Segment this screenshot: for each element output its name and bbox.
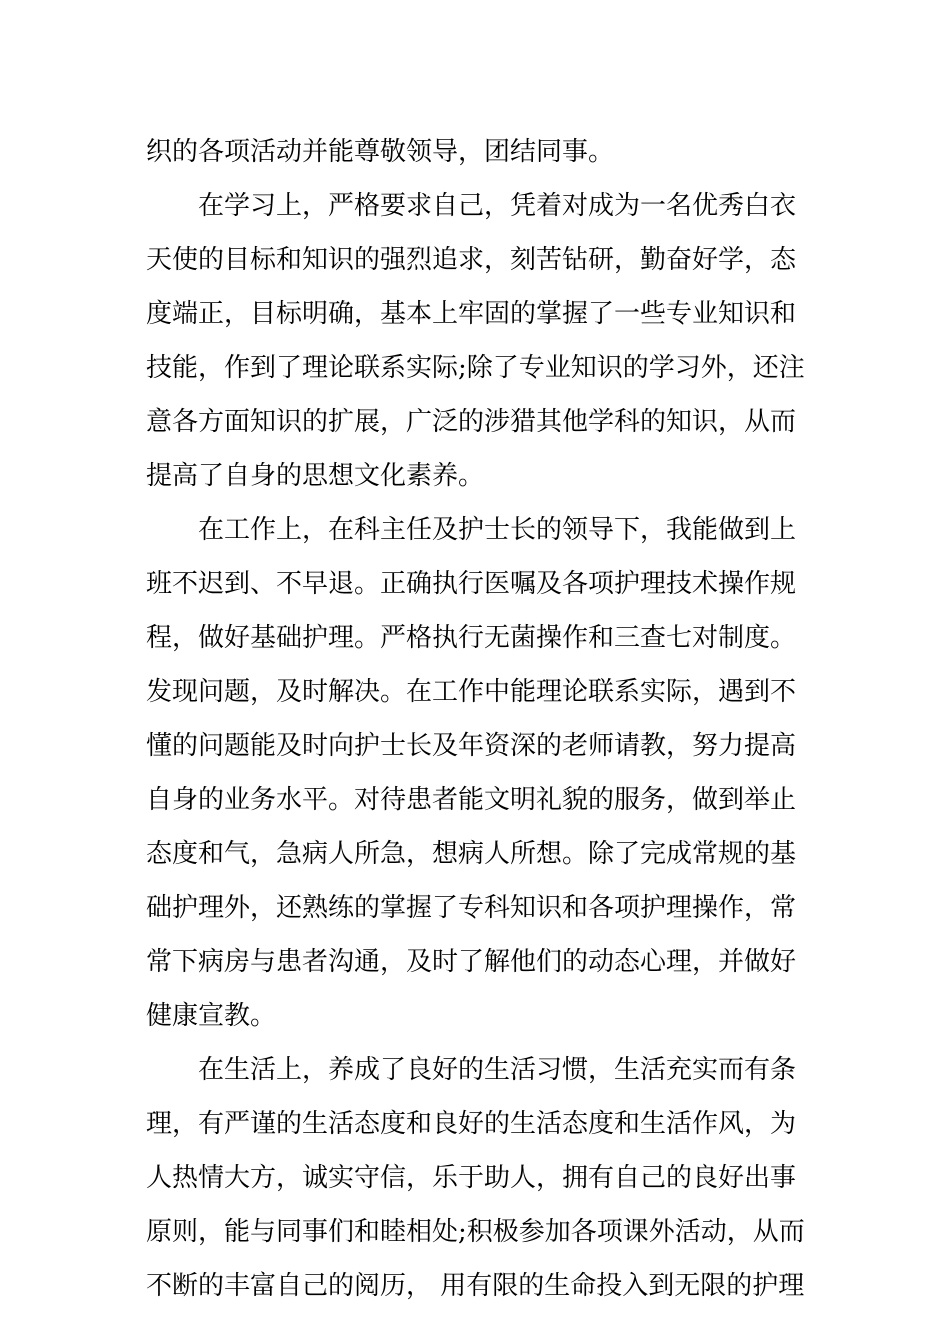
text-line: 常下病房与患者沟通，及时了解他们的动态心理，并做好 [146, 947, 797, 977]
text-line: 班不迟到、不早退。正确执行医嘱及各项护理技术操作规 [146, 569, 797, 599]
body-text [146, 125, 811, 1313]
text-line: 程，做好基础护理。严格执行无菌操作和三查七对制度。 [146, 623, 797, 653]
paragraph-first-line: 在生活上，养成了良好的生活习惯，生活充实而有条 [198, 1055, 797, 1085]
text-line: 原则，能与同事们和睦相处;积极参加各项课外活动，从而 [146, 1217, 805, 1247]
text-line: 提高了自身的思想文化素养。 [146, 461, 485, 491]
paragraph-first-line: 在工作上，在科主任及护士长的领导下，我能做到上 [198, 515, 797, 545]
text-line: 织的各项活动并能尊敬领导，团结同事。 [146, 137, 615, 167]
text-line: 健康宣教。 [146, 1001, 277, 1031]
text-line: 懂的问题能及时向护士长及年资深的老师请教，努力提高 [146, 731, 797, 761]
text-line: 态度和气，急病人所急，想病人所想。除了完成常规的基 [146, 839, 797, 869]
text-line: 不断的丰富自己的阅历， 用有限的生命投入到无限的护理 [146, 1271, 805, 1301]
paragraph-first-line: 在学习上，严格要求自己，凭着对成为一名优秀白衣 [198, 191, 797, 221]
text-line: 意各方面知识的扩展，广泛的涉猎其他学科的知识，从而 [146, 407, 797, 437]
text-line: 度端正，目标明确，基本上牢固的掌握了一些专业知识和 [146, 299, 797, 329]
text-line: 发现问题，及时解决。在工作中能理论联系实际，遇到不 [146, 677, 797, 707]
text-line: 础护理外，还熟练的掌握了专科知识和各项护理操作，常 [146, 893, 797, 923]
text-line: 自身的业务水平。对待患者能文明礼貌的服务，做到举止 [146, 785, 797, 815]
text-line: 天使的目标和知识的强烈追求，刻苦钻研，勤奋好学，态 [146, 245, 797, 275]
text-line: 理，有严谨的生活态度和良好的生活态度和生活作风，为 [146, 1109, 797, 1139]
text-line: 技能，作到了理论联系实际;除了专业知识的学习外，还注 [146, 353, 805, 383]
text-line: 人热情大方，诚实守信，乐于助人，拥有自己的良好出事 [146, 1163, 797, 1193]
